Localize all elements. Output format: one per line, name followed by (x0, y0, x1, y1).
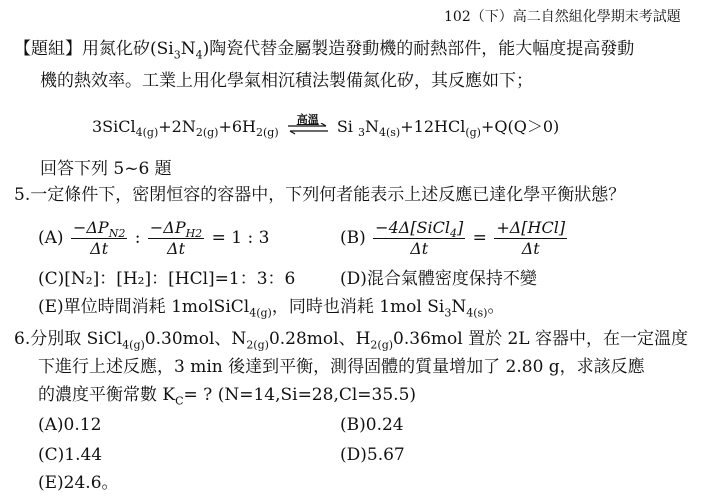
q5-option-c: (C)[N₂]：[H₂]：[HCl]=1：3：6 (38, 269, 296, 289)
q5-option-b: (B) $\frac{-4\Delta[SiCl_4]}{\Delta t}$ = $\frac{\text{+Δ[HCl]}}{\Delta t}$ (340, 218, 566, 258)
q6-option-d: (D)5.67 (340, 445, 405, 465)
q6-option-c: (C)1.44 (38, 445, 103, 465)
q6-stem-line3: 的濃度平衡常數 $K_C=$ ? (N=14,Si=28,Cl=35.5) (38, 385, 417, 408)
group-intro-line2: 機的熱效率。工業上用化學氣相沉積法製備氮化矽，其反應如下； (40, 71, 533, 91)
reaction-equation: $3SiCl_{4(g)}+2N_{2(g)}+6H_{2(g)}$ 高溫 Si $_3N_{4(s)}+12HCl_{(g)}+Q(Q>0)$ (92, 116, 559, 138)
q6-option-a: (A)0.12 (38, 415, 102, 435)
q5-stem: 5.一定條件下，密閉恒容的容器中，下列何者能表示上述反應已達化學平衡狀態？ (14, 185, 626, 205)
q6-option-e: (E)24.6。 (38, 473, 119, 493)
reaction-condition: 高溫 (296, 112, 319, 126)
equilibrium-arrow-icon (288, 112, 328, 137)
q5-option-a: (A) $\frac{-\Delta P_{N2}}{\Delta t}$ : $\frac{-\Delta P_{H2}}{\Delta t}$ = 1 : 3 (38, 218, 270, 258)
group-tag: 【題組】 (14, 39, 82, 59)
q5b-fraction-1: $\frac{-4\Delta[SiCl_4]}{\Delta t}$ (375, 218, 464, 258)
q5a-fraction-1: $\frac{-\Delta P_{N2}}{\Delta t}$ (72, 218, 126, 258)
page-header (444, 6, 681, 28)
instruction-text: 回答下列 5~6 題 (40, 159, 172, 179)
q6-stem-line2: 下進行上述反應，3 min 後達到平衡，測得固體的質量增加了 2.80 g，求該反應 (38, 357, 645, 377)
group-intro-line1: 【題組】用氮化矽$(Si_3N_4)$陶瓷代替金屬製造發動機的耐熱部件，能大幅度提高發動 (14, 39, 635, 62)
q5-option-e: (E)單位時間消耗 1molSiCl$_{4(g)}$，同時也消耗 1mol $Si_3N_{4(s)}$。 (38, 297, 505, 320)
q5b-fraction-2: $\frac{\text{+Δ[HCl]}}{\Delta t}$ (496, 218, 566, 258)
q5a-fraction-2: $\frac{-\Delta P_{H2}}{\Delta t}$ (149, 218, 203, 258)
q5-option-d: (D)混合氣體密度保持不變 (340, 269, 537, 289)
header-title: 102（下）高二自然組化學期末考試題 (444, 9, 681, 25)
q6-stem-line1: 6.分別取 SiCl$_{4(g)}$0.30mol、$N_{2(g)}0.28mol$、$H_{2(g)}0.36mol$ 置於 2L 容器中，在一定溫度 (14, 329, 688, 352)
q6-option-b: (B)0.24 (340, 415, 404, 435)
